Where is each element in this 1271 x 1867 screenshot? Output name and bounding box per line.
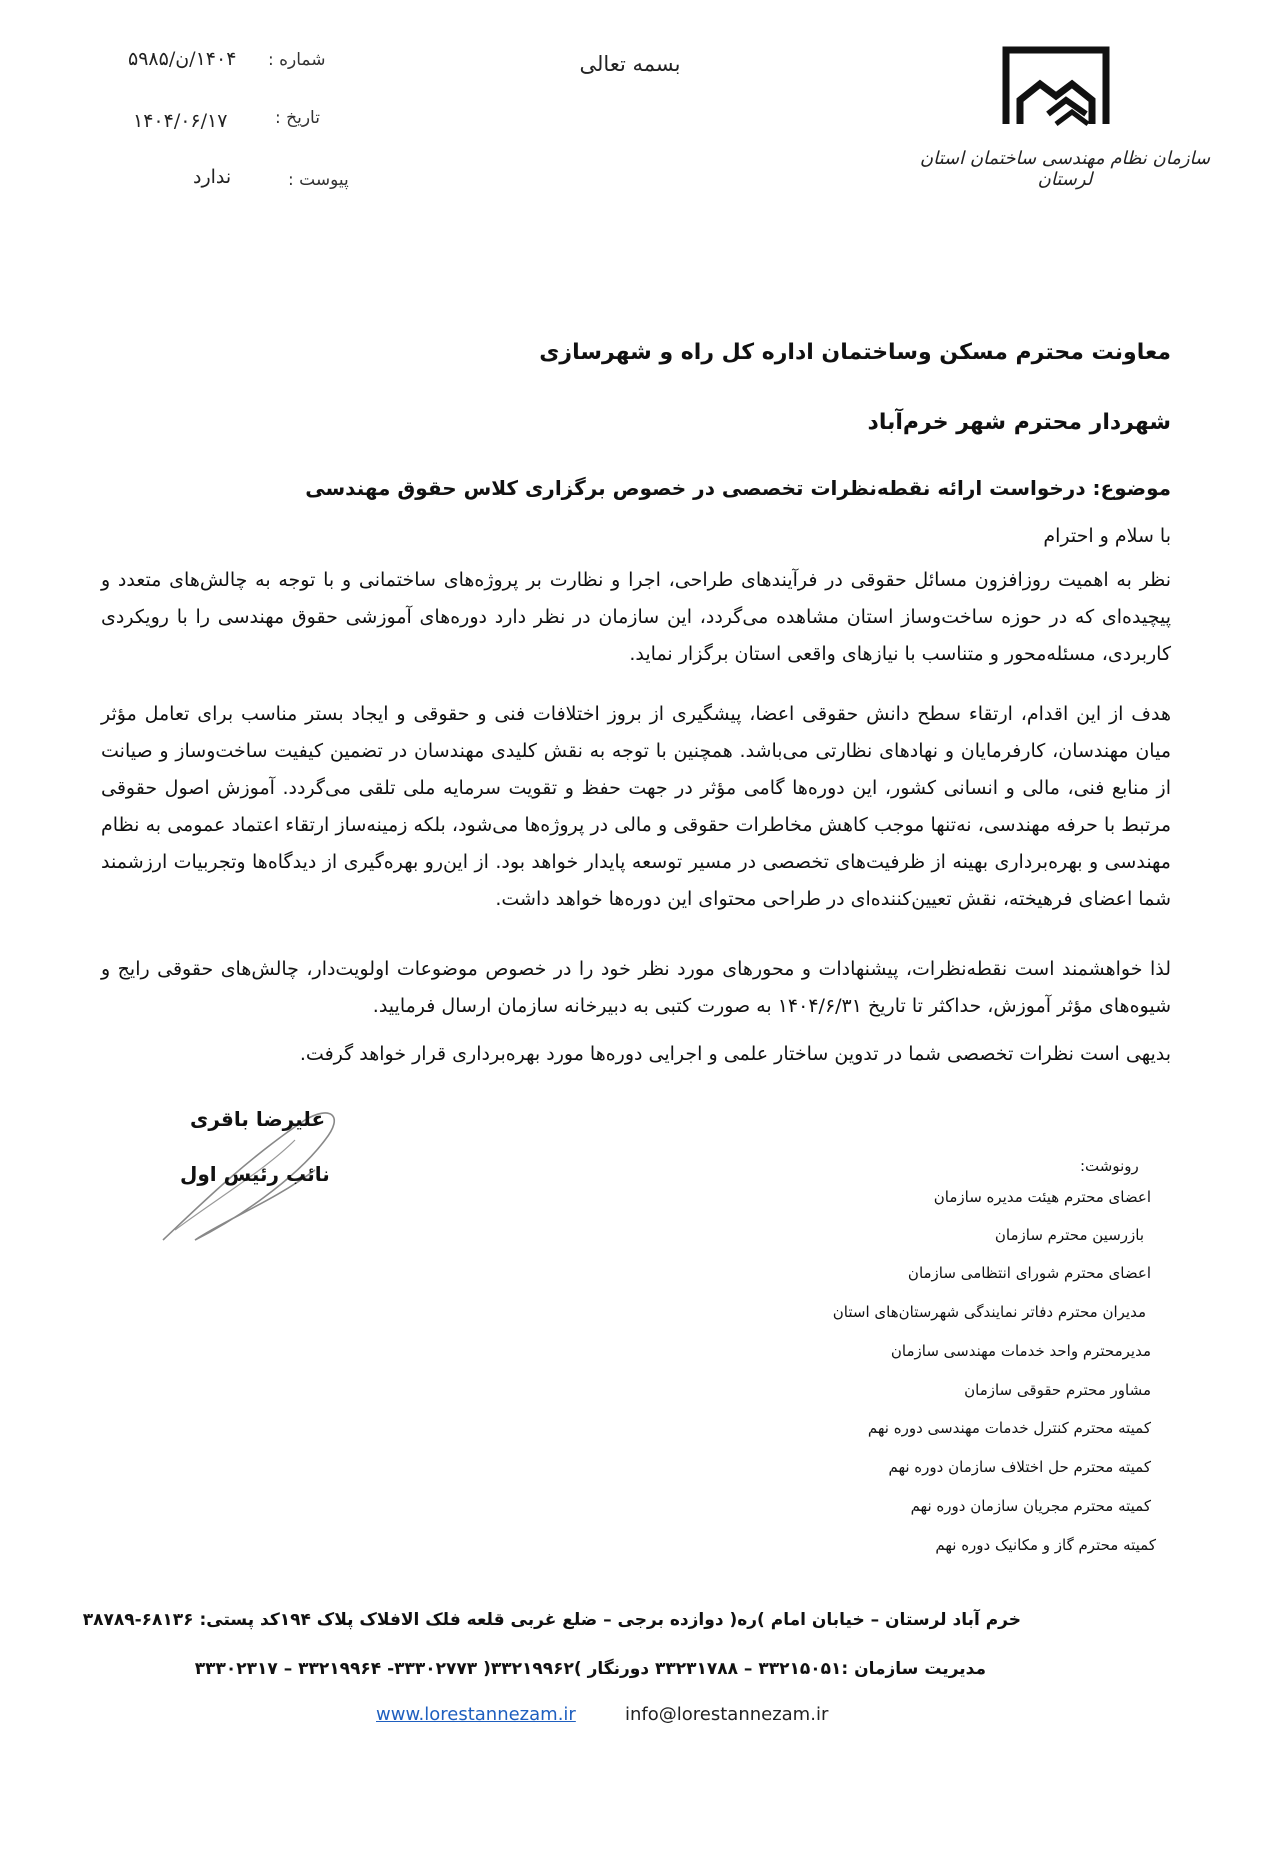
footer-email[interactable]: info@lorestannezam.ir (625, 1704, 829, 1725)
cc-item: مدیرمحترم واحد خدمات مهندسی سازمان (890, 1342, 1151, 1360)
body-paragraph-3: لذا خواهشمند است نقطه‌نظرات، پیشنهادات و محورهای مورد نظر خود را در خصوص موضوعات اولویت‌دار، چالش‌های حقوقی رایج و شیوه‌های مؤثر آموزش، حداکثر تا تاریخ ۱۴۰۴/۶/۳۱ به صورت کتبی به دبیرخانه سازمان ارسال فرمایید. (101, 958, 1171, 1017)
body-paragraph-2: هدف از این اقدام، ارتقاء سطح دانش حقوقی اعضا، پیشگیری از بروز اختلافات فنی و حقوقی و ایجاد بستر مناسب برای تعامل مؤثر میان مهندسان، کارفرمایان و نهادهای نظارتی می‌باشد. همچنین با توجه به نقش کلیدی مهندسان در تضمین کیفیت ساخت‌وساز و صیانت از منابع فنی، مالی و انسانی کشور، این دوره‌ها گامی مؤثر در جهت حفظ و تقویت سرمایه ملی تلقی می‌گردد. آموزش اصول حقوقی مرتبط با حرفه مهندسی، نه‌تنها موجب کاهش مخاطرات حقوقی و مالی در پروژه‌ها می‌شود، بلکه زمینه‌ساز ارتقاء اعتماد عمومی به نظام مهندسی و بهره‌برداری بهینه از ظرفیت‌های تخصصی در مسیر توسعه پایدار خواهد بود. از این‌رو بهره‌گیری از دیدگاه‌ها وتجربیات ارزشمند شما اعضای فرهیخته، نقش تعیین‌کننده‌ای در طراحی محتوای این دوره‌ها خواهد داشت. (101, 703, 1171, 910)
number-label: شماره : (268, 50, 326, 70)
cc-item: اعضای محترم شورای انتظامی سازمان (907, 1264, 1151, 1282)
cc-title: رونوشت: (1080, 1157, 1139, 1175)
recipient-primary: معاونت محترم مسکن وساختمان اداره کل راه و شهرسازی (539, 340, 1171, 365)
body-paragraph-4: بدیهی است نظرات تخصصی شما در تدوین ساختار علمی و اجرایی دوره‌ها مورد بهره‌برداری قرار خواهد گرفت. (299, 1043, 1171, 1065)
cc-item: بازرسین محترم سازمان (994, 1226, 1144, 1244)
attachment-value: ندارد (193, 166, 232, 188)
signatory-title: نائب رئیس اول (180, 1162, 330, 1186)
org-name: سازمان نظام مهندسی ساختمان استان لرستان (919, 148, 1211, 190)
org-logo-icon (1000, 44, 1112, 128)
cc-item: کمیته محترم گاز و مکانیک دوره نهم (935, 1536, 1156, 1554)
date-label: تاریخ : (275, 108, 320, 128)
cc-item: کمیته محترم کنترل خدمات مهندسی دوره نهم (867, 1419, 1151, 1437)
body-paragraph-1: نظر به اهمیت روزافزون مسائل حقوقی در فرآیندهای طراحی، اجرا و نظارت بر پروژه‌های ساختمانی و با توجه به چالش‌های متعدد و پیچیده‌ای که در حوزه ساخت‌وساز استان مشاهده می‌گردد، این سازمان در نظر دارد دوره‌های آموزشی حقوق مهندسی را با رویکردی کاربردی، مسئله‌محور و متناسب با نیازهای واقعی استان برگزار نماید. (101, 569, 1171, 665)
footer-website-link[interactable]: www.lorestannezam.ir (376, 1704, 576, 1725)
footer-phones: مدیریت سازمان :۳۳۲۱۵۰۵۱ – ۳۳۲۳۱۷۸۸ دورنگار )۳۳۲۱۹۹۶۲( ۳۳۳۰۲۷۷۳- ۳۳۲۱۹۹۶۴ – ۳۳۳۰۲۳۱۷ (194, 1659, 986, 1679)
subject-line: موضوع: درخواست ارائه نقطه‌نظرات تخصصی در خصوص برگزاری کلاس حقوق مهندسی (305, 476, 1171, 500)
date-value: ۱۴۰۴/۰۶/۱۷ (133, 110, 228, 132)
attachment-label: پیوست : (288, 170, 349, 190)
cc-item: کمیته محترم حل اختلاف سازمان دوره نهم (888, 1458, 1151, 1476)
cc-item: مدیران محترم دفاتر نمایندگی شهرستان‌های استان (832, 1303, 1146, 1321)
greeting: با سلام و احترام (1043, 525, 1171, 547)
cc-item: اعضای محترم هیئت مدیره سازمان (933, 1188, 1151, 1206)
signatory-name: علیرضا باقری (190, 1107, 326, 1131)
cc-item: مشاور محترم حقوقی سازمان (964, 1381, 1151, 1399)
basmala: بسمه تعالی (579, 52, 681, 76)
number-value: ۱۴۰۴/ن/۵۹۸۵ (128, 48, 237, 70)
recipient-secondary: شهردار محترم شهر خرم‌آباد (867, 410, 1171, 435)
footer-address: خرم آباد لرستان – خیابان امام )ره( دوازده برجی – ضلع غربی قلعه فلک الافلاک پلاک ۱۹۴کد پستی: ۶۸۱۳۶-۳۸۷۸۹ (82, 1610, 1021, 1630)
cc-item: کمیته محترم مجریان سازمان دوره نهم (910, 1497, 1151, 1515)
